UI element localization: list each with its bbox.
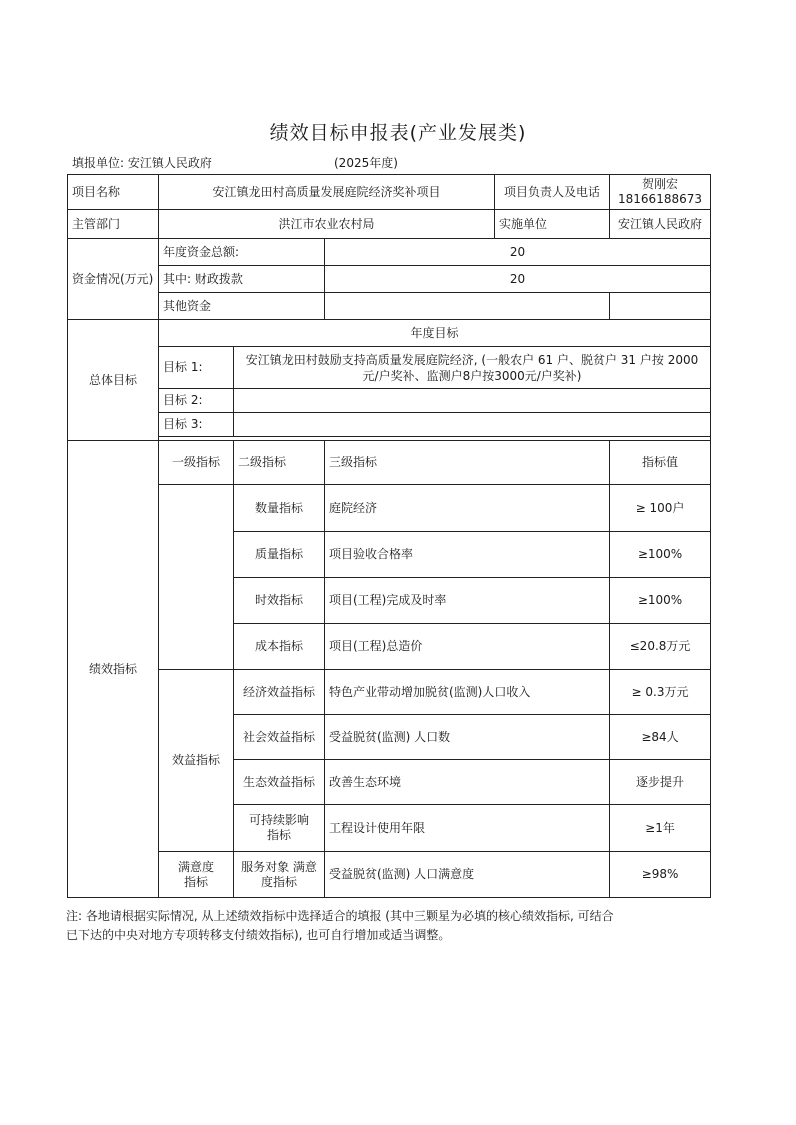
indicator-level2: 可持续影响指标	[234, 805, 325, 852]
indicator-level2: 成本指标	[234, 624, 325, 670]
fill-year: (2025年度)	[334, 156, 398, 170]
funds-total-value: 20	[325, 239, 711, 266]
indicator-value: ≥100%	[610, 532, 711, 578]
indicator-level3: 受益脱贫(监测) 人口数	[325, 715, 610, 760]
goal-3-label: 目标 3:	[159, 413, 234, 437]
indicator-level2: 质量指标	[234, 532, 325, 578]
goal-2-text	[234, 389, 711, 413]
indicator-level2: 社会效益指标	[234, 715, 325, 760]
indicator-level3: 受益脱贫(监测) 人口满意度	[325, 852, 610, 898]
indicator-value: ≥98%	[610, 852, 711, 898]
header-level2: 二级指标	[234, 441, 325, 485]
indicator-level3: 改善生态环境	[325, 760, 610, 805]
footnote	[66, 907, 712, 945]
header-level3: 三级指标	[325, 441, 610, 485]
dept-label: 主管部门	[68, 210, 159, 239]
indicator-value: ≥1年	[610, 805, 711, 852]
project-owner-phone: 18166188673	[618, 192, 702, 206]
project-owner-label: 项目负责人及电话	[495, 175, 610, 210]
dept-value: 洪江市农业农村局	[159, 210, 495, 239]
footnote-line-2: 已下达的中央对地方专项转移支付绩效指标), 也可自行增加或适当调整。	[66, 928, 451, 942]
funds-fiscal-label: 其中: 财政拨款	[159, 266, 325, 293]
indicator-level3: 项目(工程)完成及时率	[325, 578, 610, 624]
project-owner-name: 贺刚宏	[642, 177, 679, 191]
footnote-line-1: 注: 各地请根据实际情况, 从上述绩效指标中选择适合的填报 (其中三颗星为必填的核心绩效指标, 可结合	[66, 909, 614, 923]
funds-fiscal-value: 20	[325, 266, 711, 293]
project-name-label: 项目名称	[68, 175, 159, 210]
goal-3-text	[234, 413, 711, 437]
fill-unit: 填报单位: 安江镇人民政府	[72, 156, 212, 170]
indicator-value: ≥ 0.3万元	[610, 670, 711, 715]
indicator-level2: 经济效益指标	[234, 670, 325, 715]
goal-2-label: 目标 2:	[159, 389, 234, 413]
indicator-level3: 项目(工程)总造价	[325, 624, 610, 670]
indicator-value: ≥ 100户	[610, 485, 711, 532]
indicator-value: ≥84人	[610, 715, 711, 760]
page-title: 绩效目标申报表(产业发展类)	[269, 122, 527, 144]
indicator-level2: 生态效益指标	[234, 760, 325, 805]
impl-label: 实施单位	[495, 210, 610, 239]
header-level1: 一级指标	[159, 441, 234, 485]
funds-total-label: 年度资金总额:	[159, 239, 325, 266]
goals-label: 总体目标	[68, 320, 159, 441]
funds-label: 资金情况(万元)	[68, 239, 159, 320]
header-value: 指标值	[610, 441, 711, 485]
indicator-level3: 项目验收合格率	[325, 532, 610, 578]
project-name-value: 安江镇龙田村高质量发展庭院经济奖补项目	[159, 175, 495, 210]
indicator-level2: 服务对象 满意度指标	[234, 852, 325, 898]
indicator-value: 逐步提升	[610, 760, 711, 805]
indicator-level3: 工程设计使用年限	[325, 805, 610, 852]
funds-other-extra	[610, 293, 711, 320]
indicator-value: ≥100%	[610, 578, 711, 624]
indicator-level1-satisfaction: 满意度指标	[159, 852, 234, 898]
performance-form-table	[67, 174, 711, 898]
indicator-level3: 庭院经济	[325, 485, 610, 532]
indicator-value: ≤20.8万元	[610, 624, 711, 670]
indicators-label: 绩效指标	[68, 441, 159, 898]
indicator-level1-benefit: 效益指标	[159, 670, 234, 852]
funds-other-label: 其他资金	[159, 293, 325, 320]
impl-value: 安江镇人民政府	[610, 210, 711, 239]
annual-goal-header: 年度目标	[159, 320, 711, 347]
indicator-level1-output	[159, 485, 234, 670]
goal-1-text: 安江镇龙田村鼓励支持高质量发展庭院经济, (一般农户 61 户、脱贫户 31 户按 2000 元/户奖补、监测户8户按3000元/户奖补)	[234, 347, 711, 389]
project-owner-cell	[610, 175, 711, 210]
indicator-level2: 时效指标	[234, 578, 325, 624]
indicator-level3: 特色产业带动增加脱贫(监测)人口收入	[325, 670, 610, 715]
indicator-level2: 数量指标	[234, 485, 325, 532]
funds-other-value	[325, 293, 610, 320]
goal-1-label: 目标 1:	[159, 347, 234, 389]
